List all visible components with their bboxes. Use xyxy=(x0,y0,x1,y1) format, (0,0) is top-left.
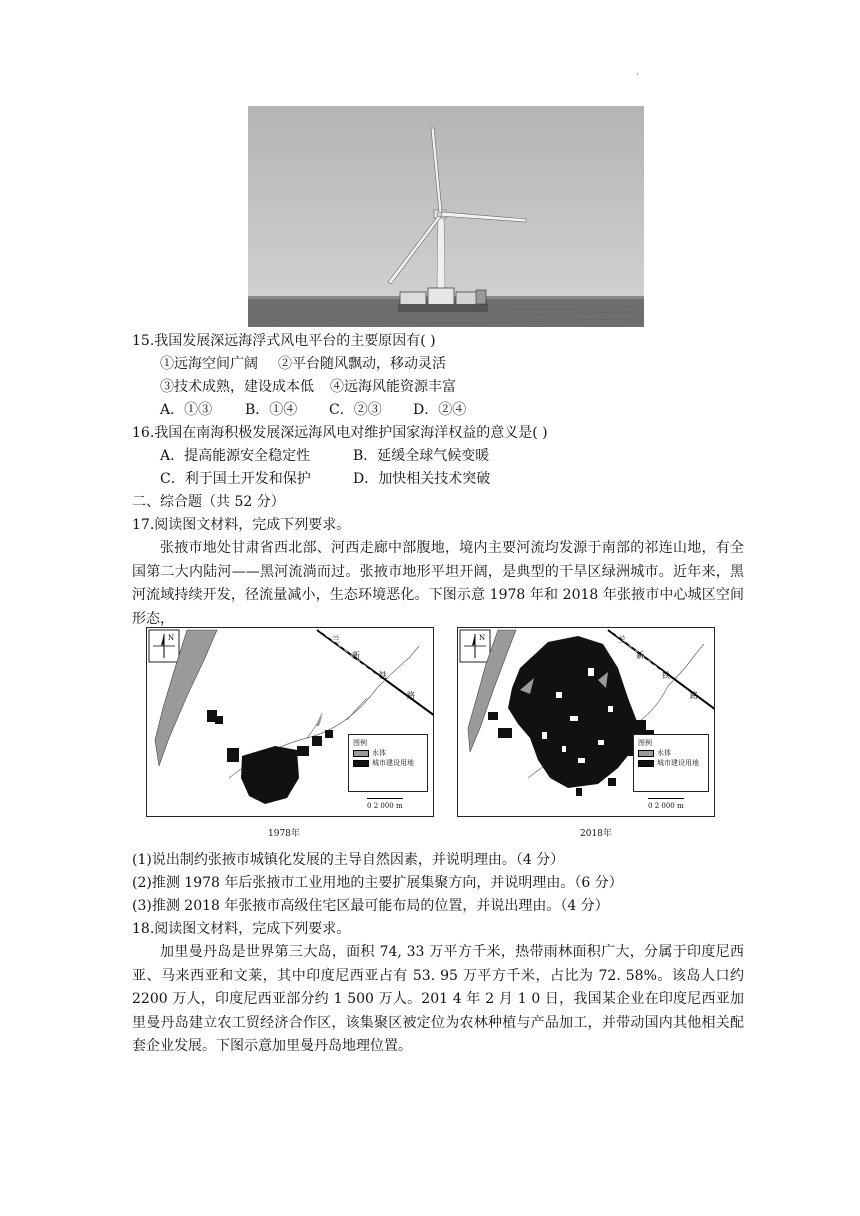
rail-char-3: 铁 xyxy=(662,671,670,680)
q16-stem: 16.我国在南海积极发展深远海风电对维护国家海洋权益的意义是( ) xyxy=(132,425,548,441)
q15-choice-b: B．①④ xyxy=(245,402,298,418)
q16-choice-d: D．加快相关技术突破 xyxy=(353,471,491,487)
rail-char-1: 兰 xyxy=(332,635,340,644)
q17-sub-1: (1)说出制约张掖市城镇化发展的主导自然因素，并说明理由。（4 分） xyxy=(132,852,565,868)
q17-stem: 17.阅读图文材料，完成下列要求。 xyxy=(132,517,351,533)
scale-zero: 0 xyxy=(648,802,653,810)
map-1978-label: 1978年 xyxy=(268,829,300,839)
water-swatch xyxy=(353,750,369,757)
section-heading: 二、综合题（共 52 分） xyxy=(132,494,285,510)
scale-distance: 2 000 m xyxy=(654,802,684,810)
q15-stem: 15.我国发展深远海浮式风电平台的主要原因有( ) xyxy=(132,333,436,349)
legend-urban-label: 城市建设用地 xyxy=(372,759,414,767)
map-legend xyxy=(633,734,709,792)
q15-option-4: ④远海风能资源丰富 xyxy=(330,379,456,395)
urban-swatch xyxy=(353,760,369,767)
urban-swatch xyxy=(638,760,654,767)
q15-choices xyxy=(160,400,466,420)
q15-choice-d: D．②④ xyxy=(413,402,467,418)
q16-choice-b: B．延缓全球气候变暖 xyxy=(353,448,490,464)
q15-option-2: ②平台随风飘动，移动灵活 xyxy=(278,356,446,372)
q18-material: 加里曼丹岛是世界第三大岛，面积 74, 33 万平方千米，热带雨林面积广大，分属于印度尼西亚、马来西亚和文莱，其中印度尼西亚占有 53. 95 万平方千米，占比为 72. 58%。该岛人口约 2200 万人，印度尼西亚部分约 1 500 万人。201 4 年 2 月 1 0 日，我国某企业在印度尼西亚加里曼丹岛建立农工贸经济合作区，该集聚区被定位为农林种植与产品加工，并带动国内其他相关配套企业发展。下图示意加里曼丹岛地理位置。 xyxy=(132,944,744,1054)
legend-water-label: 水体 xyxy=(372,749,386,757)
scale-zero: 0 xyxy=(367,802,372,810)
map-legend xyxy=(348,734,428,792)
map-2018-label: 2018年 xyxy=(580,829,612,839)
q18-stem: 18.阅读图文材料，完成下列要求。 xyxy=(132,921,351,937)
legend-title: 图例 xyxy=(638,739,652,747)
q17-material: 张掖市地处甘肃省西北部、河西走廊中部腹地，境内主要河流均发源于南部的祁连山地，有全国第二大内陆河——黑河流淌而过。张掖市地形平坦开阔，是典型的干旱区绿洲城市。近年来，黑河流域持续开发，径流量减小，生态环境恶化。下图示意 1978 年和 2018 年张掖市中心城区空间形态， xyxy=(132,540,744,627)
q16-choices-row1 xyxy=(160,446,489,466)
rail-char-4: 路 xyxy=(690,691,698,700)
legend-title: 图例 xyxy=(353,739,367,747)
rail-char-3: 铁 xyxy=(379,671,387,680)
north-label: N xyxy=(479,634,486,642)
scale-bar xyxy=(648,798,684,810)
q16-choices-row2 xyxy=(160,469,490,489)
map-1978 xyxy=(146,627,434,817)
north-label: N xyxy=(168,634,175,642)
q15-option-1: ①远海空间广阔 xyxy=(160,356,258,372)
q15-options-row1 xyxy=(160,354,446,374)
q17-sub-3: (3)推测 2018 年张掖市高级住宅区最可能布局的位置，并说出理由。（4 分） xyxy=(132,898,609,914)
scale-distance: 2 000 m xyxy=(373,802,403,810)
q15-choice-c: C．②③ xyxy=(329,402,382,418)
map-2018 xyxy=(457,627,715,817)
q15-option-3: ③技术成熟，建设成本低 xyxy=(160,379,314,395)
legend-urban-label: 城市建设用地 xyxy=(657,759,699,767)
q16-choice-c: C．利于国土开发和保护 xyxy=(160,471,311,487)
rail-char-2: 新 xyxy=(636,651,644,660)
scale-bar xyxy=(367,798,403,810)
q16-choice-a: A．提高能源安全稳定性 xyxy=(160,448,311,464)
rail-char-2: 新 xyxy=(352,651,360,660)
legend-water-label: 水体 xyxy=(657,749,671,757)
water-swatch xyxy=(638,750,654,757)
rail-char-4: 路 xyxy=(407,691,415,700)
q17-sub-2: (2)推测 1978 年后张掖市工业用地的主要扩展集聚方向，并说明理由。（6 分） xyxy=(132,875,623,891)
q15-choice-a: A．①③ xyxy=(160,402,213,418)
wind-turbine-photo xyxy=(248,106,644,327)
q15-options-row2 xyxy=(160,377,456,397)
page-mark: · xyxy=(636,70,639,79)
rail-char-1: 兰 xyxy=(618,635,626,644)
